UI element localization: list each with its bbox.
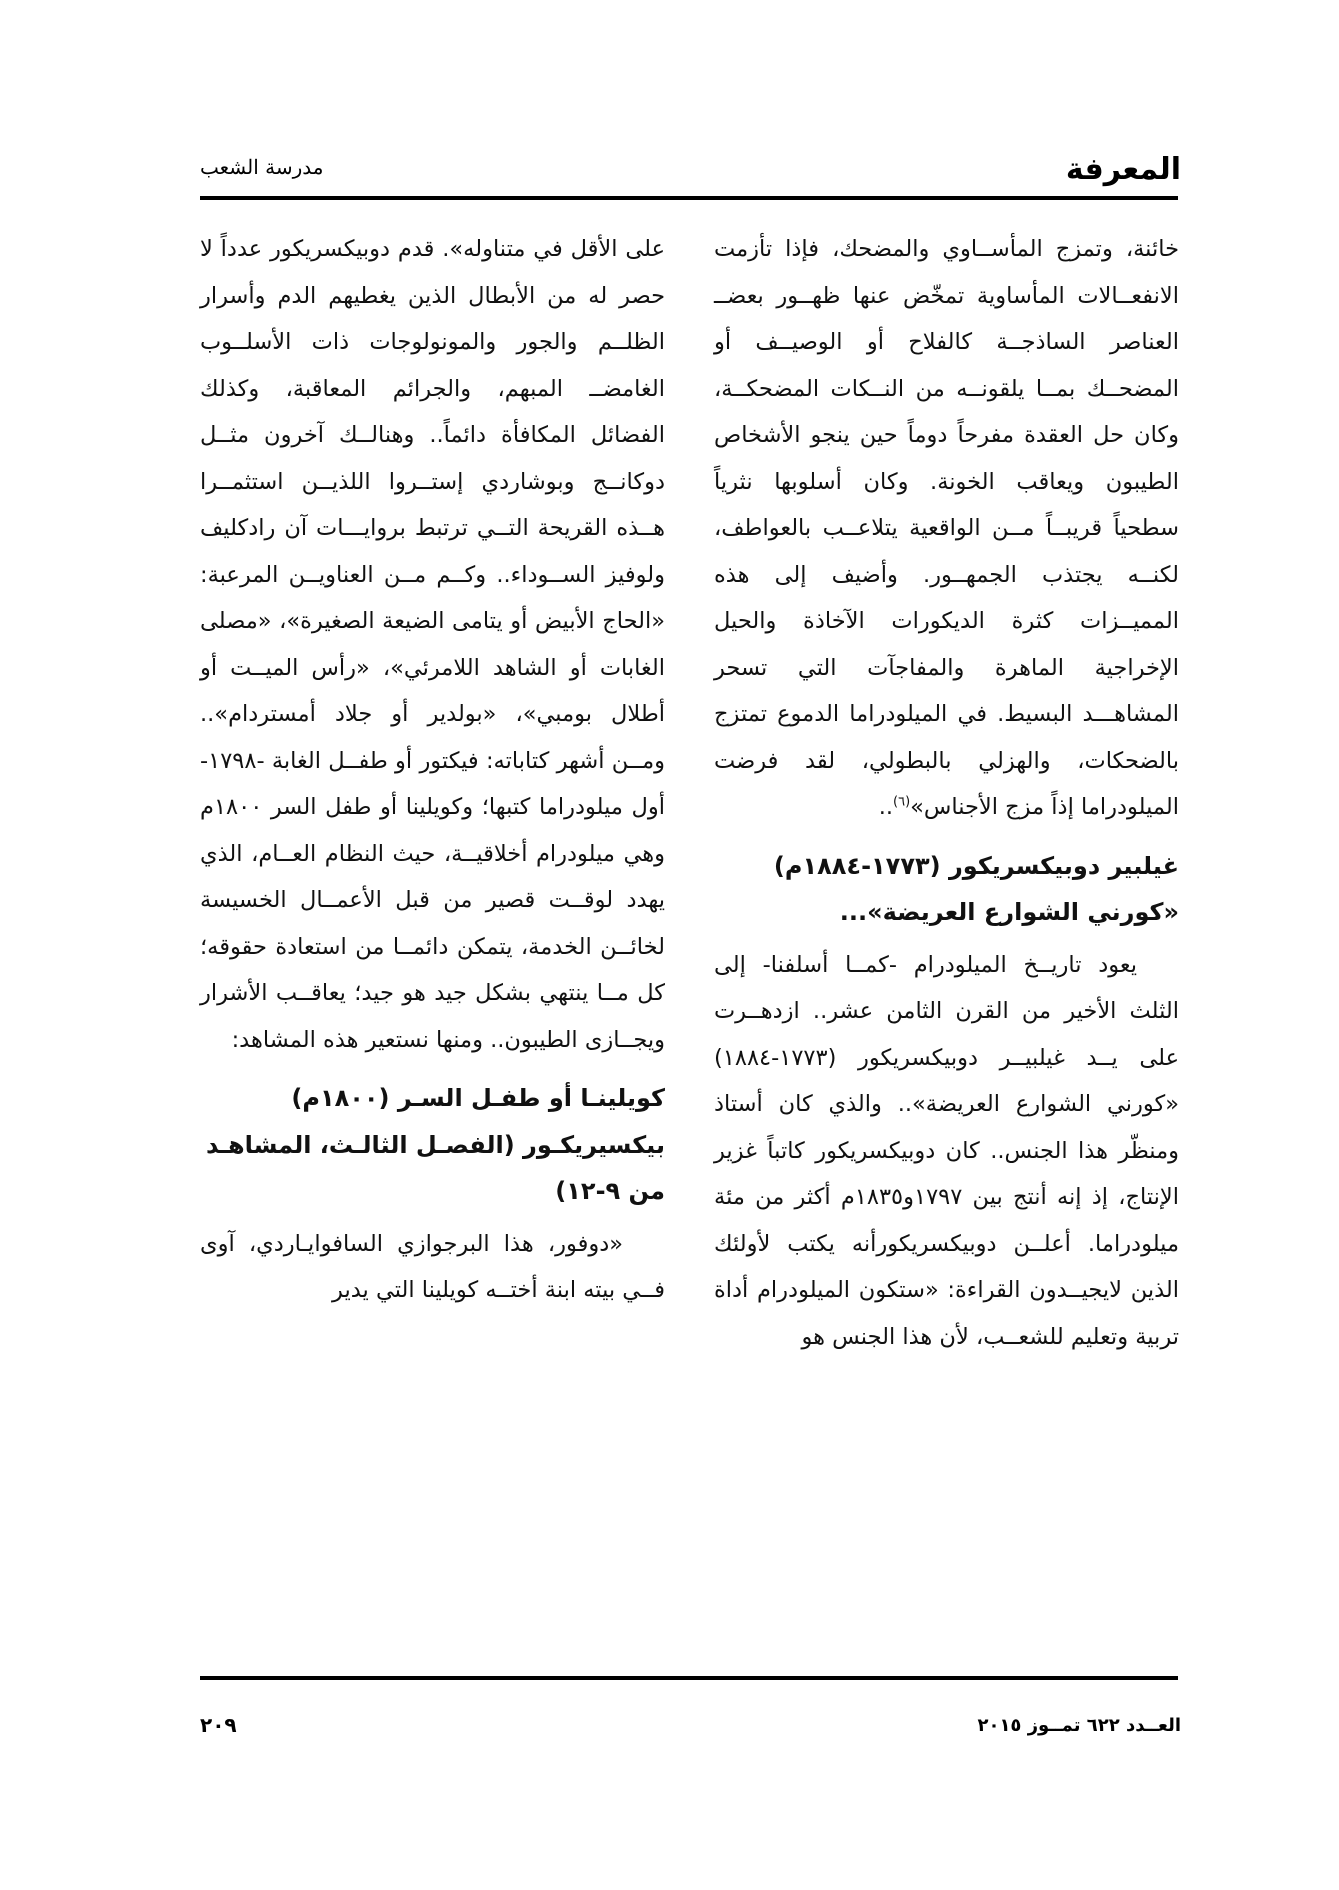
- footnote-marker: (٦): [893, 794, 911, 810]
- header-rule: [200, 196, 1178, 200]
- page-number: ٢٠٩: [200, 1713, 237, 1737]
- section-heading: [714, 843, 1179, 936]
- section-title: مدرسة الشعب: [200, 155, 324, 179]
- issue-info: العــدد ٦٢٢ تمــوز ٢٠١٥: [977, 1715, 1181, 1736]
- paragraph-text: خائنة، وتمزج المأســاوي والمضحك، فإذا تأزمت الانفعــالات المأساوية تمخّض عنها ظهــور بعضــ العناصر الساذجــة كالفلاح أو الوصيــف أو المضحــك بمــا يلقونــه من النــكات المضحكــة، وكان حل العقدة مفرحاً دوماً حين ينجو الأشخاص الطيبون ويعاقب الخونة. وكان أسلوبها نثرياً سطحياً قريبــاً مــن الواقعية يتلاعــب بالعواطف، لكنــه يجتذب الجمهــور. وأضيف إلى هذه المميــزات كثرة الديكورات الآخاذة والحيل الإخراجية الماهرة والمفاجآت التي تسحر المشاهـــد البسيط. في الميلودراما الدموع تمتزج بالضحكات، والهزلي بالبطولي، لقد فرضت الميلودراما إذاً مزج الأجناس»: [714, 236, 1179, 820]
- right-column: [714, 226, 1179, 1360]
- heading-line: كويلينـا أو طفـل السـر (١٨٠٠م): [291, 1084, 665, 1112]
- body-paragraph: على الأقل في متناوله». قدم دوبيكسريكور عدداً لا حصر له من الأبطال الذين يغطيهم الدم وأسرار الظلــم والجور والمونولوجات ذات الأسلــوب الغامضــ المبهم، والجرائم المعاقبة، وكذلك الفضائل المكافأة دائماً.. وهنالــك آخرون مثــل دوكانــج وبوشاردي إستــروا اللذيــن استثمــرا هــذه القريحة التــي ترتبط بروايـــات آن رادكليف ولوفيز الســوداء.. وكــم مــن العناويــن المرعبة: «الحاج الأبيض أو يتامى الضيعة الصغيرة»، «مصلى الغابات أو الشاهد اللامرئي»، «رأس الميــت أو أطلال بومبي»، «بولدير أو جلاد أمستردام».. ومــن أشهر كتاباته: فيكتور أو طفــل الغابة -١٧٩٨- أول ميلودراما كتبها؛ وكويلينا أو طفل السر ١٨٠٠م وهي ميلودرام أخلاقيــة، حيث النظام العــام، الذي يهدد لوقــت قصير من قبل الأعمــال الخسيسة لخائــن الخدمة، يتمكن دائمــا من استعادة حقوقه؛ كل مــا ينتهي بشكل جيد هو جيد؛ يعاقــب الأشرار ويجــازى الطيبون.. ومنها نستعير هذه المشاهد:: [200, 236, 665, 1053]
- body-paragraph: يعود تاريــخ الميلودرام -كمــا أسلفنا- إلى الثلث الأخير من القرن الثامن عشر.. ازدهــرت على يــد غيلبيــر دوبيكسريكور (١٧٧٣-١٨٨٤) «كورني الشوارع العريضة».. والذي كان أستاذ ومنظّر هذا الجنس.. كان دوبيكسريكور كاتباً غزير الإنتاج، إذ إنه أنتج بين ١٧٩٧و١٨٣٥م أكثر من مئة ميلودراما. أعلــن دوبيكسريكورأنه يكتب لأولئك الذين لايجيــدون القراءة: «ستكون الميلودرام أداة تربية وتعليم للشعــب، لأن هذا الجنس هو: [714, 951, 1180, 1350]
- paragraph-tail: ..: [878, 794, 893, 820]
- footer-rule: [200, 1676, 1178, 1680]
- body-paragraph: «دوفور، هذا البرجوازي السافوايـاردي، آوى فــي بيته ابنة أختــه كويلينا التي يدير: [200, 1230, 665, 1303]
- body-paragraph: [714, 226, 1179, 831]
- left-column: [200, 226, 665, 1314]
- heading-line: غيلبير دوبيكسريكور (١٧٧٣-١٨٨٤م): [773, 851, 1179, 880]
- section-heading: [200, 1075, 665, 1215]
- heading-line: بيكسيريكـور (الفصـل الثالـث، المشاهـد: [205, 1130, 665, 1159]
- heading-line: من ٩-١٢): [555, 1177, 665, 1205]
- heading-line: «كورني الشوارع العريضة»...: [839, 898, 1179, 926]
- magazine-logo: المعرفة: [1065, 152, 1181, 187]
